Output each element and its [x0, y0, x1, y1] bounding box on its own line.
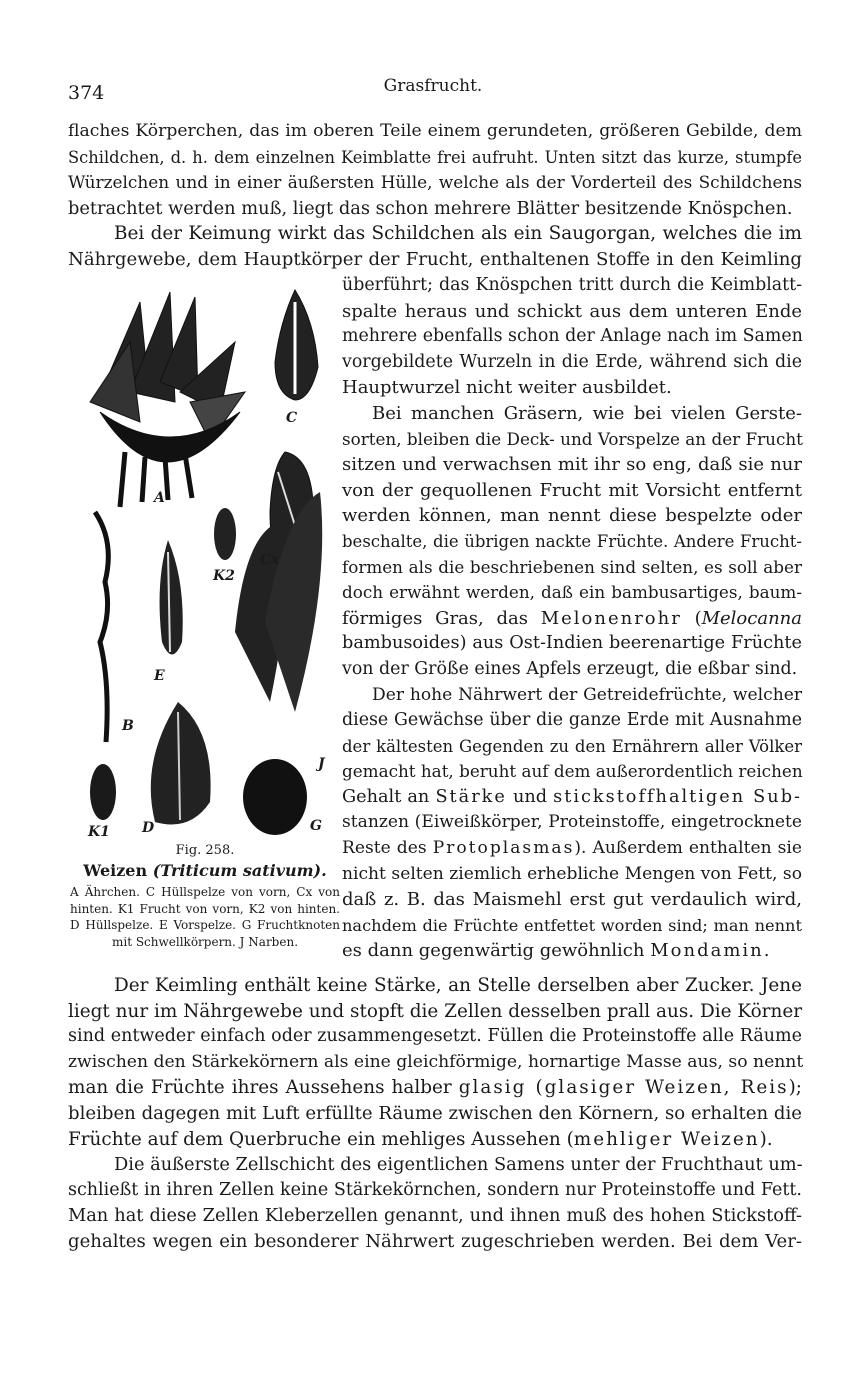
figure-caption-text: A Ährchen. C Hüllspelze von vorn, Cx von hinten. K1 Frucht von vorn, K2 von hinten. D Hüllspelze. E Vorspelze. G Fruchtknoten mit Schwellkörpern. J Narben.: [70, 885, 340, 949]
text-line: [68, 1127, 802, 1153]
figure-label: E: [154, 668, 165, 684]
text-span: ).: [759, 1128, 773, 1150]
text-line: [342, 606, 802, 632]
text-line: liegt nur im Nährgewebe und stopft die Zellen desselben prall aus. Die Körner: [68, 1000, 802, 1022]
text-line: schließt in ihren Zellen keine Stärkekörnchen, sondern nur Proteinstoffe und Fett.: [68, 1179, 802, 1200]
term-staerke: Stärke: [435, 786, 507, 807]
text-line: sind entweder einfach oder zusammengesetzt. Füllen die Proteinstoffe alle Räume: [68, 1026, 802, 1047]
text-span: förmiges Gras, das: [342, 607, 541, 629]
text-line: werden können, man nennt diese bespelzte oder: [342, 505, 802, 527]
wheat-illustration: [70, 282, 340, 842]
text-line: betrachtet werden muß, liegt das schon mehrere Blätter besitzende Knöspchen.: [68, 197, 793, 219]
text-span: ). Außerdem enthalten sie: [574, 838, 802, 859]
text-line: beschalte, die übrigen nackte Früchte. Andere Frucht-: [342, 531, 802, 551]
ovary-drawing: [235, 492, 322, 835]
text-line: bleiben dagegen mit Luft erfüllte Räume zwischen den Körnern, so erhalten die: [68, 1102, 802, 1124]
figure-title: [70, 860, 340, 882]
term-mondamin: Mondamin: [650, 940, 764, 962]
text-line: flaches Körperchen, das im oberen Teile einem gerundeten, größeren Gebilde, dem: [68, 121, 802, 141]
text-line: Bei manchen Gräsern, wie bei vielen Gerste-: [372, 402, 802, 424]
palea-drawing: [160, 540, 183, 655]
figure-title-plain: Weizen: [83, 861, 153, 880]
text-line: sorten, bleiben die Deck- und Vorspelze an der Frucht: [342, 428, 803, 449]
term-stickstoff: stickstoffhaltigen Sub-: [553, 786, 802, 807]
figure-label: J: [318, 756, 325, 772]
text-span: es dann gegenwärtig gewöhnlich: [342, 940, 651, 962]
term-glasig: glasig (glasiger Weizen, Reis: [458, 1077, 789, 1099]
text-span: );: [788, 1077, 802, 1099]
text-line: Schildchen, d. h. dem einzelnen Keimblatte frei aufruht. Unten sitzt das kurze, stumpfe: [68, 147, 802, 167]
term-melonenrohr: Melonenrohr: [540, 607, 682, 629]
text-line: nachdem die Früchte entfettet worden sind; man nennt: [342, 915, 802, 935]
text-span: Reste des: [342, 838, 433, 859]
hull-drawing: [151, 702, 211, 825]
text-line: zwischen den Stärkekörnern als eine gleichförmige, hornartige Masse aus, so nennt: [68, 1051, 804, 1072]
glume-front-drawing: [275, 290, 318, 400]
figure-label: G: [310, 818, 322, 834]
figure-label: D: [142, 820, 155, 836]
text-span: (: [681, 607, 702, 629]
right-column-text: [342, 273, 802, 964]
text-line: nicht selten ziemlich erhebliche Mengen von Fett, so: [342, 863, 802, 884]
wheat-figure: [70, 282, 340, 842]
page-number: 374: [68, 82, 105, 104]
text-line: Nährgewebe, dem Hauptkörper der Frucht, enthaltenen Stoffe in den Keimling: [68, 248, 802, 270]
text-span: und: [506, 786, 554, 807]
figure-caption: [70, 842, 340, 950]
figure-label: C: [286, 410, 298, 426]
text-line: bambusoides) aus Ost-Indien beerenartige Früchte: [342, 633, 802, 654]
figure-label: B: [122, 718, 134, 734]
text-line: [342, 836, 802, 862]
rachis-drawing: [95, 512, 108, 742]
text-line: spalte heraus und schickt aus dem unteren Ende: [342, 300, 802, 322]
text-line: Würzelchen und in einer äußersten Hülle, welche als der Vorderteil des Schildchens: [68, 172, 802, 193]
spikelet-drawing: [90, 292, 245, 507]
text-line: gehaltes wegen ein besonderer Nährwert zugeschrieben werden. Bei dem Ver-: [68, 1230, 802, 1252]
term-mehlig: mehliger Weizen: [573, 1128, 760, 1150]
text-line: von der Größe eines Apfels erzeugt, die eßbar sind.: [342, 658, 798, 679]
figure-title-italic: (Triticum sativum).: [152, 861, 327, 880]
running-title: Grasfrucht.: [383, 76, 483, 96]
figure-label: K1: [88, 824, 110, 840]
figure-label: A: [154, 490, 165, 506]
bottom-paragraphs: [68, 973, 802, 1255]
term-protoplasma: Protoplasmas: [432, 838, 575, 859]
text-line: Man hat diese Zellen Kleberzellen genannt, und ihnen muß des hohen Stickstoff-: [68, 1205, 802, 1227]
text-line: überführt; das Knöspchen tritt durch die Keimblatt-: [342, 275, 802, 295]
page-header: [68, 76, 798, 106]
text-line: [342, 785, 802, 811]
text-line: von der gequollenen Frucht mit Vorsicht entfernt: [342, 479, 802, 501]
text-line: Der Keimling enthält keine Stärke, an Stelle derselben aber Zucker. Jene: [114, 975, 802, 996]
text-span: .: [763, 940, 770, 962]
term-melocanna: Melocanna: [701, 607, 802, 629]
figure-label: Cx: [260, 552, 280, 568]
text-span: Gehalt an: [342, 786, 436, 807]
text-line: daß z. B. das Maismehl erst gut verdaulich wird,: [342, 889, 802, 911]
text-line: [342, 938, 802, 964]
grain-front-drawing: [90, 764, 116, 820]
grain-back-drawing: [214, 508, 236, 560]
text-line: [68, 1075, 802, 1101]
figure-number: Fig. 258.: [175, 843, 235, 858]
text-line: Hauptwurzel nicht weiter ausbildet.: [342, 377, 672, 399]
text-line: Bei der Keimung wirkt das Schildchen als ein Saugorgan, welches die im: [114, 223, 802, 245]
top-paragraphs: [68, 119, 802, 273]
text-span: Früchte auf dem Querbruche ein mehliges Aussehen (: [68, 1128, 574, 1150]
text-line: doch erwähnt werden, daß ein bambusartiges, baum-: [342, 582, 802, 603]
text-line: mehrere ebenfalls schon der Anlage nach im Samen: [342, 326, 803, 347]
text-line: stanzen (Eiweißkörper, Proteinstoffe, eingetrocknete: [342, 812, 802, 833]
text-span: man die Früchte ihres Aussehens halber: [68, 1077, 459, 1099]
text-line: formen als die beschriebenen sind selten, es soll aber: [342, 556, 802, 577]
text-line: Der hohe Nährwert der Getreidefrüchte, welcher: [372, 684, 802, 705]
text-line: vorgebildete Wurzeln in die Erde, während sich die: [342, 351, 802, 372]
figure-label: K2: [213, 568, 235, 584]
text-line: sitzen und verwachsen mit ihr so eng, daß sie nur: [342, 454, 802, 476]
text-line: der kältesten Gegenden zu den Ernährern aller Völker: [342, 736, 802, 756]
text-line: Die äußerste Zellschicht des eigentlichen Samens unter der Fruchthaut um-: [114, 1154, 803, 1176]
text-line: gemacht hat, beruht auf dem außerordentlich reichen: [342, 761, 803, 782]
text-line: diese Gewächse über die ganze Erde mit Ausnahme: [342, 710, 802, 731]
